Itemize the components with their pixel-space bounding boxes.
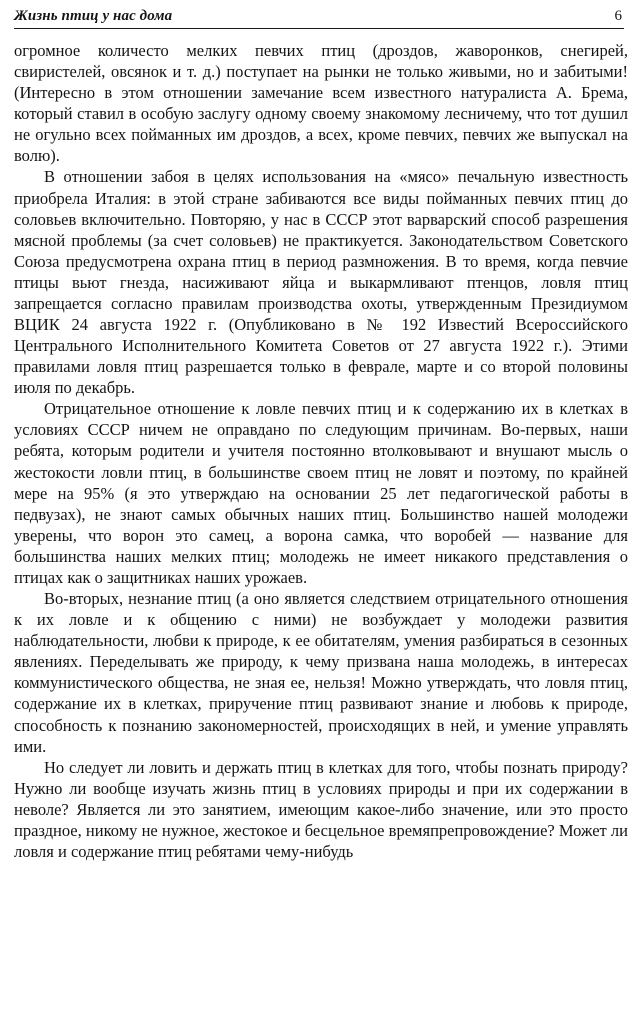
running-header — [14, 6, 624, 29]
paragraph-negative-attitude: Отрицательное отношение к ловле певчих птиц и к содержанию их в клетках в условиях СССР ничем не оправдано по следующим причинам. Во-первых, наши ребята, которым родители и учителя постоянно втолковывают и внушают мысль о жестокости ловли птиц, в большинстве своем птиц не ловят и поэтому, по крайней мере на 95% (я это утверждаю на основании 25 лет педагогической работы в педвузах), не знают самых обычных наших птиц. Большинство нашей молодежи уверены, что ворон это самец, а ворона самка, что воробей — название для большинства наших мелких птиц; молодежь не имеет никакого представления о птицах как о защитниках наших урожаев. — [14, 399, 628, 587]
paragraph-questions: Но следует ли ловить и держать птиц в клетках для того, чтобы познать природу? Нужно ли вообще изучать жизнь птиц в условиях природы и при их содержании в неволе? Является ли это занятием, имеющим какое-либо значение, или это просто праздное, никому не нужное, жестокое и бесцельное времяпрепровождение? Может ли ловля и содержание птиц ребятами чему-нибудь — [14, 757, 628, 861]
running-title: Жизнь птиц у нас дома — [14, 8, 173, 24]
body-text — [14, 40, 628, 862]
paragraph-italy-slaughter: В отношении забоя в целях использования на «мясо» печальную известность приобрела Италия: в этой стране забиваются все виды пойманных певчих птиц до соловьев включительно. Повторяю, у нас в СССР этот варварский способ разрешения мясной проблемы (за счет соловьев) не практикуется. Законодательством Советского Союза предусмотрена охрана птиц в период размножения. В то время, когда певчие птицы вьют гнезда, насиживают яйца и выкармливают птенцов, ловля птиц запрещается согласно правилам производства охоты, утвержденным Президиумом ВЦИК 24 августа 1922 г. (Опубликовано в № 192 Известий Всероссийского Центрального Исполнительного Комитета Советов от 27 августа 1922 г.). Этими правилами ловля птиц разрешается только в феврале, марте и со второй половины июля по декабрь. — [14, 167, 628, 398]
paragraph-secondly: Во-вторых, незнание птиц (а оно является следствием отрицательного отношения к их ловле и к общению с ними) не возбуждает у молодежи развития наблюдательности, любви к природе, к ее обитателям, умения разбираться в сезонных явлениях. Переделывать же природу, к чему призвана наша молодежь, в интересах коммунистического общества, не зная ее, нельзя! Можно утверждать, что ловля птиц, содержание их в клетках, приручение птиц развивают знание и любовь к природе, способность к познанию закономерностей, происходящих в ней, и умение управлять ими. — [14, 589, 628, 756]
page-number: 6 — [614, 8, 622, 24]
paragraph-continuation: огромное количесто мелких певчих птиц (дроздов, жаворонков, снегирей, свиристелей, овсянок и т. д.) поступает на рынки не только живыми, но и забитыми! (Интересно в этом отношении замечание всем известного натуралиста А. Брема, который ставил в особую заслугу одному своему знакомому лесничему, что тот душил не огульно всех пойманных им дроздов, а всех, кроме певчих, певчих же выпускал на волю). — [14, 41, 628, 166]
